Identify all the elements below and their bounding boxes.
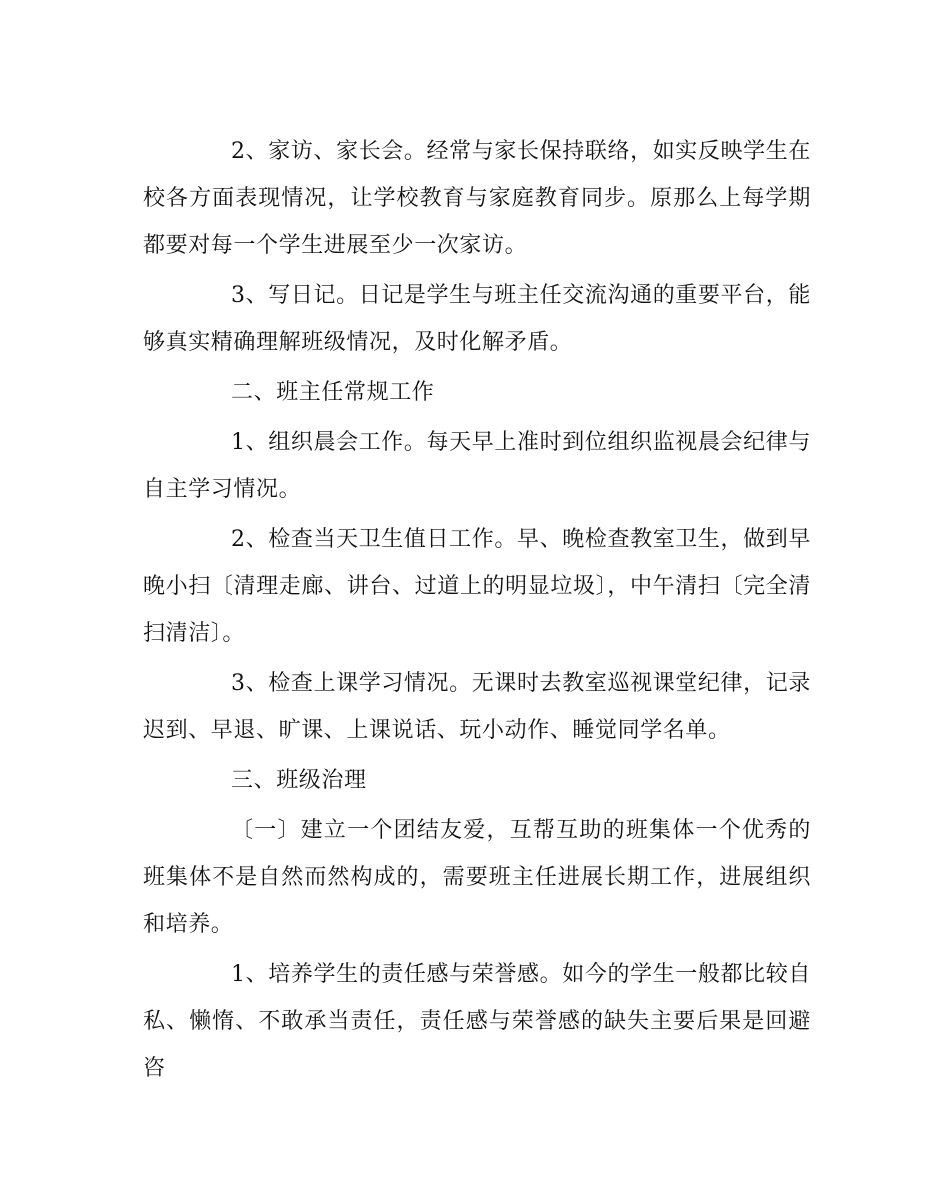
paragraph-hygiene-check: 2、检查当天卫生值日工作。早、晚检查教室卫生，做到早晚小扫〔清理走廊、讲台、过道上的明显垃圾〕，中午清扫〔完全清扫清洁〕。 (143, 527, 811, 646)
paragraph-diary: 3、写日记。日记是学生与班主任交流沟通的重要平台，能够真实精确理解班级情况，及时化解矛盾。 (143, 283, 811, 355)
document-body (143, 128, 811, 1095)
paragraph-class-check: 3、检查上课学习情况。无课时去教室巡视课堂纪律，记录迟到、早退、旷课、上课说话、玩小动作、睡觉同学名单。 (143, 671, 811, 743)
paragraph-morning-meeting: 1、组织晨会工作。每天早上准时到位组织监视晨会纪律与自主学习情况。 (143, 430, 811, 502)
section-heading-class-management: 三、班级治理 (231, 768, 367, 793)
paragraph-build-class-collective: 〔一〕建立一个团结友爱，互帮互助的班集体一个优秀的班集体不是自然而然构成的，需要班主任进展长期工作，进展组织和培养。 (143, 818, 811, 937)
section-heading-routine-work: 二、班主任常规工作 (231, 380, 435, 405)
paragraph-responsibility-honor: 1、培养学生的责任感与荣誉感。如今的学生一般都比较自私、懒惰、不敢承当责任，责任感与荣誉感的缺失主要后果是回避咨 (143, 962, 811, 1081)
paragraph-home-visits: 2、家访、家长会。经常与家长保持联络，如实反映学生在校各方面表现情况，让学校教育与家庭教育同步。原那么上每学期都要对每一个学生进展至少一次家访。 (143, 139, 811, 258)
